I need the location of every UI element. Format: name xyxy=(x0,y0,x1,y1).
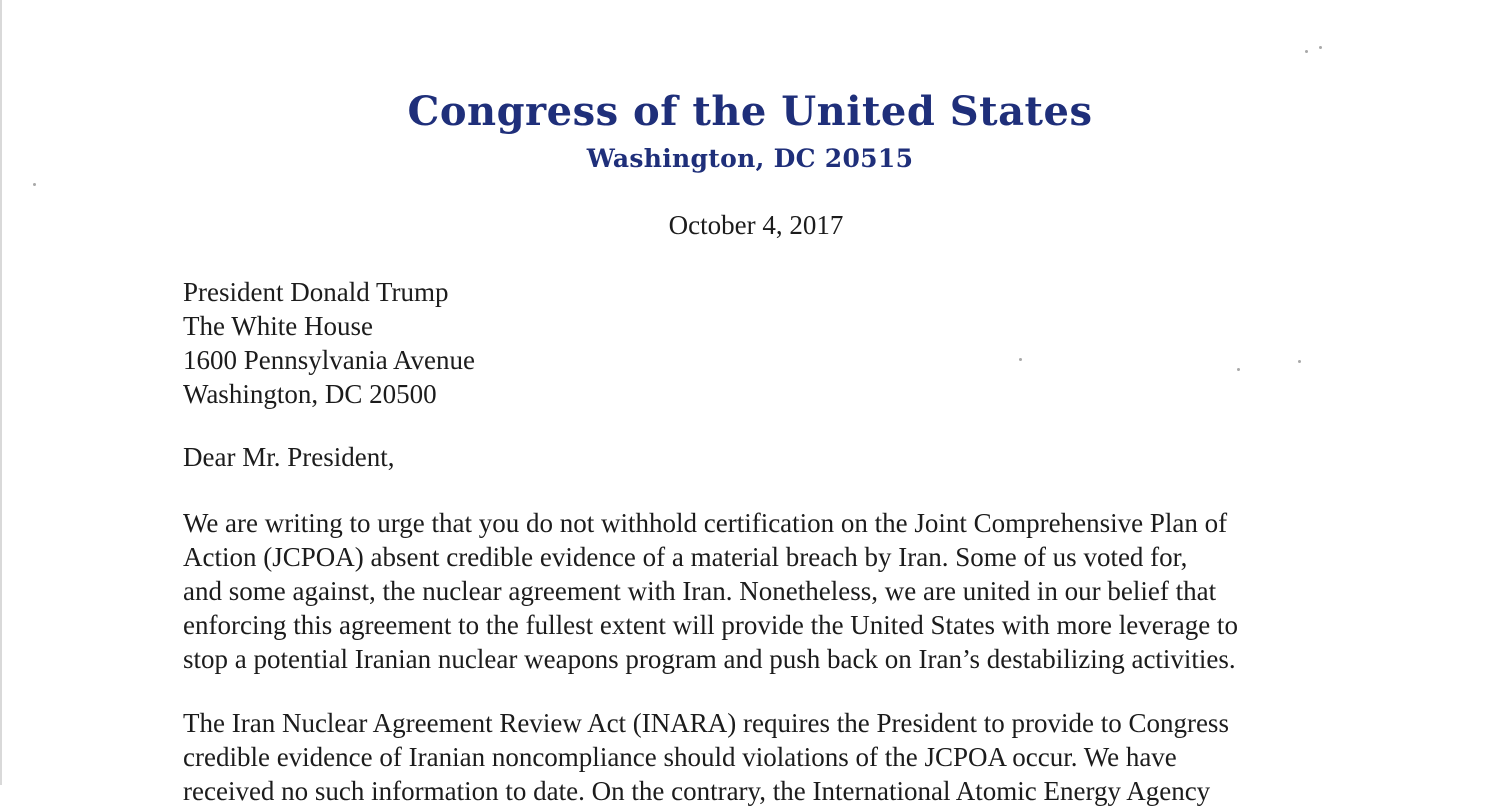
scan-speck xyxy=(1237,368,1240,371)
body-paragraph xyxy=(183,506,1238,676)
paragraph-line: received no such information to date. On the contrary, the International Atomic Energy Agency xyxy=(183,776,1211,806)
address-line: President Donald Trump xyxy=(183,277,449,307)
address-line: The White House xyxy=(183,311,373,341)
address-line: Washington, DC 20500 xyxy=(183,379,437,409)
scan-speck xyxy=(1319,46,1322,49)
paragraph-line: Action (JCPOA) absent credible evidence of a material breach by Iran. Some of us voted for, xyxy=(183,542,1188,572)
paragraph-line: enforcing this agreement to the fullest extent will provide the United States with more leverage to xyxy=(183,610,1238,640)
salutation: Dear Mr. President, xyxy=(183,442,395,472)
recipient-address xyxy=(183,275,475,411)
paragraph-line: and some against, the nuclear agreement with Iran. Nonetheless, we are united in our belief that xyxy=(183,576,1217,606)
letter-date: October 4, 2017 xyxy=(668,210,844,240)
paragraph-line: The Iran Nuclear Agreement Review Act (INARA) requires the President to provide to Congress xyxy=(183,708,1229,738)
paragraph-line: stop a potential Iranian nuclear weapons program and push back on Iran’s destabilizing activities. xyxy=(183,644,1236,674)
letterhead-title: Congress of the United States xyxy=(407,88,1093,135)
body-paragraph xyxy=(183,706,1229,808)
paragraph-line: We are writing to urge that you do not withhold certification on the Joint Comprehensive Plan of xyxy=(183,508,1228,538)
scan-speck xyxy=(1298,360,1301,363)
scan-speck xyxy=(1305,50,1308,53)
address-line: 1600 Pennsylvania Avenue xyxy=(183,345,475,375)
scan-speck xyxy=(33,183,36,186)
scan-speck xyxy=(1019,358,1022,361)
letterhead-subtitle: Washington, DC 20515 xyxy=(586,144,914,173)
paragraph-line: credible evidence of Iranian noncompliance should violations of the JCPOA occur. We have xyxy=(183,742,1177,772)
